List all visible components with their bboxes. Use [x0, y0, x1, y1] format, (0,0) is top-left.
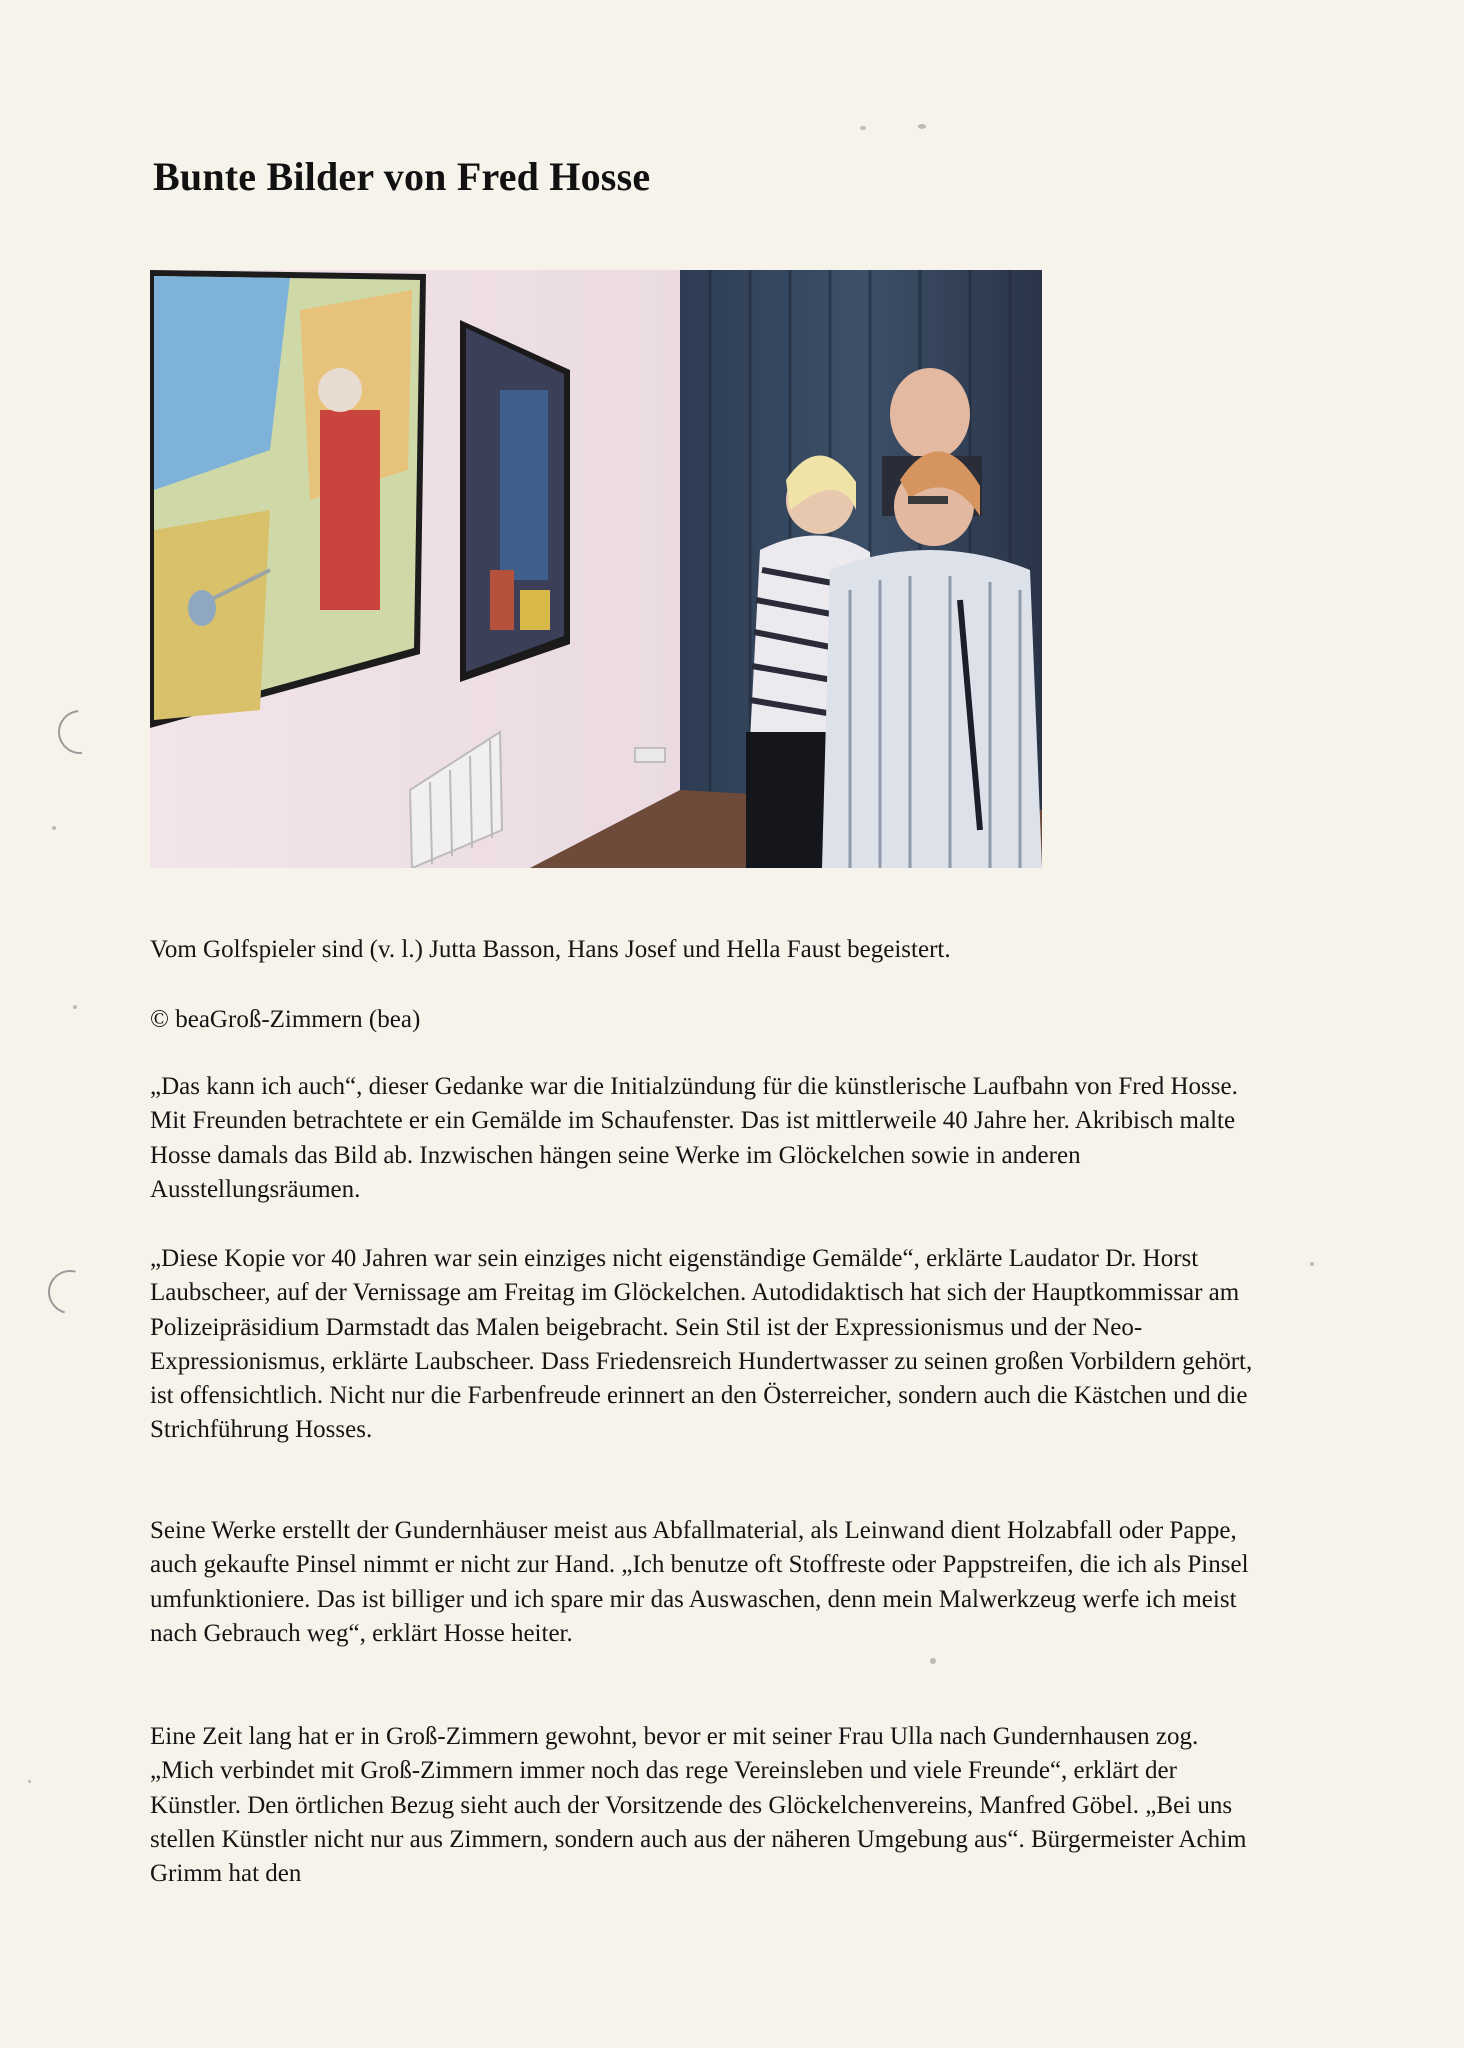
- article-paragraph: „Diese Kopie vor 40 Jahren war sein einziges nicht eigenständige Gemälde“, erklärte Laudator Dr. Horst Laubscheer, auf der Vernissage am Freitag im Glöckelchen. Autodidaktisch hat sich der Hauptkommissar am Polizeipräsidium Darmstadt das Malen beigebracht. Sein Stil ist der Expressionismus und der Neo-Expressionismus, erklärte Laubscheer. Dass Friedensreich Hundertwasser zu seinen großen Vorbildern gehört, ist offensichtlich. Nicht nur die Farbenfreude erinnert an den Österreicher, sondern auch die Kästchen und die Strichführung Hosses.: [150, 1245, 1253, 1444]
- article-headline: Bunte Bilder von Fred Hosse: [153, 154, 651, 199]
- scan-speckle: [28, 1780, 31, 1783]
- article-paragraph: Seine Werke erstellt der Gundernhäuser meist aus Abfallmaterial, als Leinwand dient Holzabfall oder Pappe, auch gekaufte Pinsel nimmt er nicht zur Hand. „Ich benutze oft Stoffreste oder Pappstreifen, die ich als Pinsel umfunktioniere. Das ist billiger und ich spare mir das Auswaschen, denn mein Malwerkzeug werfe ich meist nach Gebrauch weg“, erklärt Hosse heiter.: [150, 1517, 1249, 1647]
- wall-socket: [635, 748, 665, 762]
- photo-caption: Vom Golfspieler sind (v. l.) Jutta Basson, Hans Josef und Hella Faust begeistert.: [150, 936, 951, 963]
- scan-speckle: [860, 126, 866, 130]
- scan-speckle: [1310, 1262, 1314, 1266]
- punch-hole-mark: [49, 701, 111, 763]
- photo-copyright: © beaGroß-Zimmern (bea): [150, 1006, 421, 1033]
- painting-figure: [460, 320, 570, 682]
- scan-speckle: [930, 1658, 936, 1664]
- article-paragraph: Eine Zeit lang hat er in Groß-Zimmern gewohnt, bevor er mit seiner Frau Ulla nach Gundernhausen zog. „Mich verbindet mit Groß-Zimmern immer noch das rege Vereinsleben und viele Freunde“, erklärt der Künstler. Den örtlichen Bezug sieht auch der Vorsitzende des Glöckelchenvereins, Manfred Göbel. „Bei uns stellen Künstler nicht nur aus Zimmern, sondern auch aus der näheren Umgebung aus“. Bürgermeister Achim Grimm hat den: [150, 1723, 1247, 1888]
- article-paragraph: „Das kann ich auch“, dieser Gedanke war die Initialzündung für die künstlerische Laufbahn von Fred Hosse. Mit Freunden betrachtete er ein Gemälde im Schaufenster. Das ist mittlerweile 40 Jahre her. Akribisch malte Hosse damals das Bild ab. Inzwischen hängen seine Werke im Glöckelchen sowie in anderen Ausstellungsräumen.: [150, 1073, 1238, 1203]
- gallery-photo-illustration: [150, 270, 1042, 868]
- painting-golfer: [150, 270, 426, 728]
- article-photo: [150, 270, 1042, 868]
- scan-speckle: [73, 1005, 77, 1009]
- scan-speckle: [52, 826, 56, 830]
- punch-hole-mark: [40, 1262, 100, 1322]
- scan-speckle: [918, 124, 926, 129]
